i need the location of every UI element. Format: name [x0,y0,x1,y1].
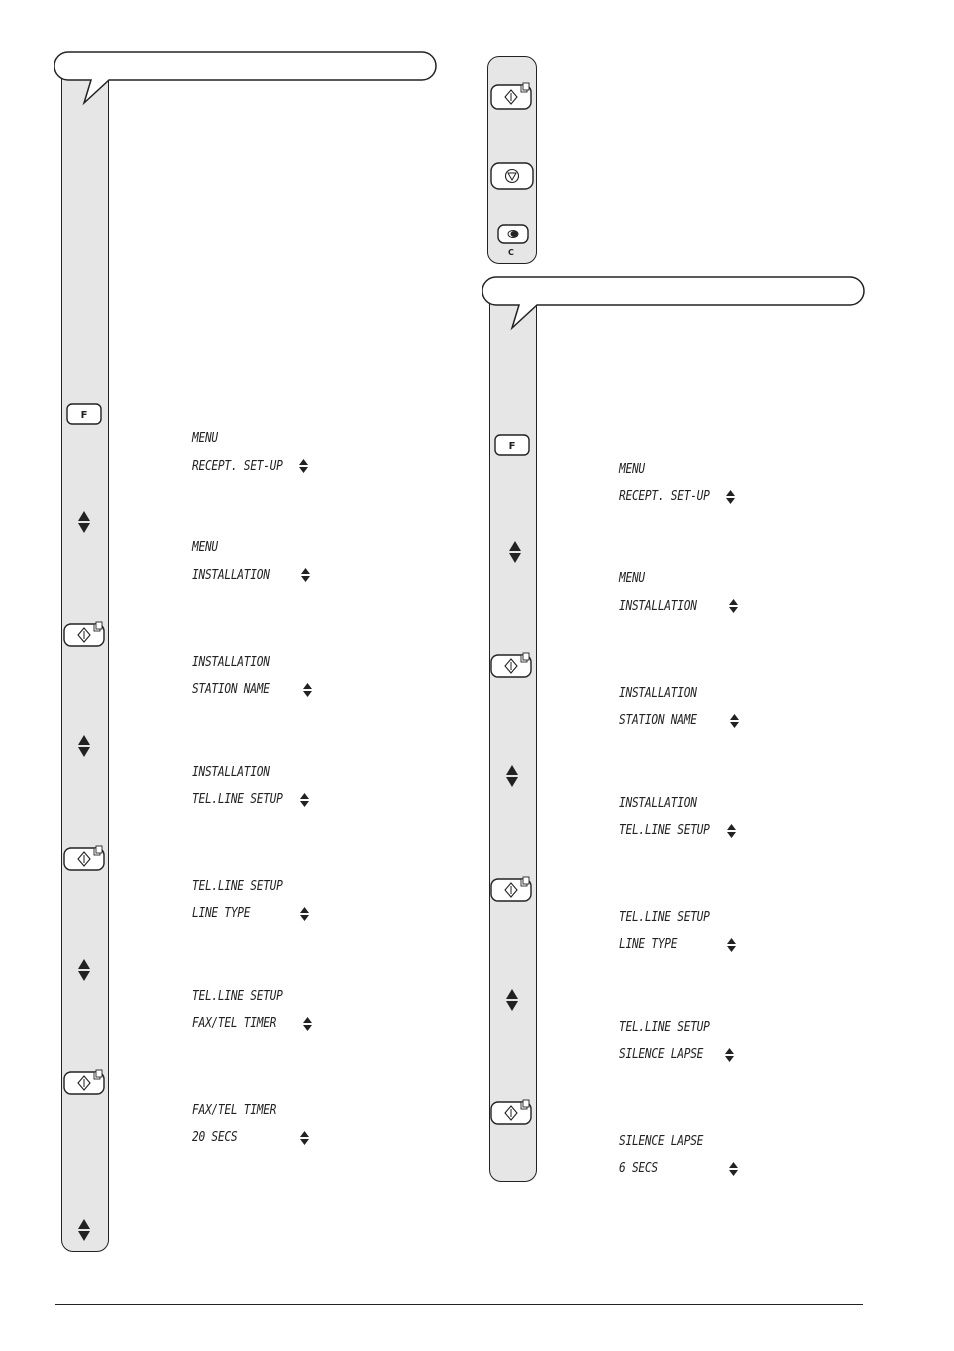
display-line-2: TEL.LINE SETUP [192,792,283,807]
display-line-1: TEL.LINE SETUP [619,1020,710,1035]
up-down-arrows-icon [726,490,735,504]
f-key-icon[interactable] [66,403,102,425]
display-line-2: LINE TYPE [192,906,251,921]
start-copy-key-icon[interactable] [490,1099,534,1125]
display-line-1: INSTALLATION [192,765,270,780]
start-copy-key-icon[interactable] [63,1069,107,1095]
start-copy-key-icon[interactable] [63,845,107,871]
display-line-2: LINE TYPE [619,937,678,952]
display-line-1: TEL.LINE SETUP [192,879,283,894]
display-line-2: SILENCE LAPSE [619,1047,704,1062]
display-line-2: 20 SECS [192,1130,238,1145]
start-copy-key-icon[interactable] [63,621,107,647]
up-down-arrows-icon [725,1048,734,1062]
up-down-arrows-icon[interactable] [77,958,91,982]
up-down-arrows-icon[interactable] [77,510,91,534]
up-down-arrows-icon[interactable] [77,734,91,758]
up-down-arrows-icon [301,568,310,582]
up-down-arrows-icon [730,714,739,728]
display-line-1: SILENCE LAPSE [619,1134,704,1149]
display-line-2: TEL.LINE SETUP [619,823,710,838]
left-callout-bubble [54,51,438,107]
display-line-2: STATION NAME [192,682,270,697]
f-key-icon[interactable] [494,434,530,456]
up-down-arrows-icon[interactable] [505,988,519,1012]
display-line-1: MENU [192,431,218,446]
display-line-2: RECEPT. SET-UP [192,459,283,474]
display-line-1: TEL.LINE SETUP [192,989,283,1004]
display-line-1: MENU [619,462,645,477]
up-down-arrows-icon [300,907,309,921]
display-line-1: FAX/TEL TIMER [192,1103,277,1118]
display-line-2: INSTALLATION [619,599,697,614]
stop-key-icon[interactable] [490,162,534,190]
up-down-arrows-icon[interactable] [77,1218,91,1242]
up-down-arrows-icon [729,599,738,613]
display-line-2: FAX/TEL TIMER [192,1016,277,1031]
display-line-2: RECEPT. SET-UP [619,489,710,504]
display-line-1: MENU [192,540,218,555]
right-callout-bubble [482,276,866,332]
start-copy-key-icon[interactable] [490,652,534,678]
display-line-1: MENU [619,571,645,586]
right-key-strip [489,300,537,1182]
start-copy-key-icon[interactable] [490,82,534,110]
up-down-arrows-icon [300,793,309,807]
up-down-arrows-icon [729,1162,738,1176]
display-line-1: INSTALLATION [619,796,697,811]
start-copy-key-icon[interactable] [490,876,534,902]
up-down-arrows-icon [303,683,312,697]
clear-key-label: C [508,248,514,257]
display-line-1: INSTALLATION [619,686,697,701]
up-down-arrows-icon [300,1131,309,1145]
display-line-1: TEL.LINE SETUP [619,910,710,925]
f-key-label: F [80,410,88,421]
up-down-arrows-icon [299,459,308,473]
display-line-2: 6 SECS [619,1161,658,1176]
display-line-1: INSTALLATION [192,655,270,670]
up-down-arrows-icon [727,824,736,838]
up-down-arrows-icon [727,938,736,952]
clear-key-icon[interactable] [497,224,529,246]
display-line-2: INSTALLATION [192,568,270,583]
footer-divider [55,1304,863,1305]
f-key-label: F [508,441,516,452]
up-down-arrows-icon[interactable] [505,764,519,788]
up-down-arrows-icon[interactable] [508,540,522,564]
up-down-arrows-icon [303,1017,312,1031]
display-line-2: STATION NAME [619,713,697,728]
